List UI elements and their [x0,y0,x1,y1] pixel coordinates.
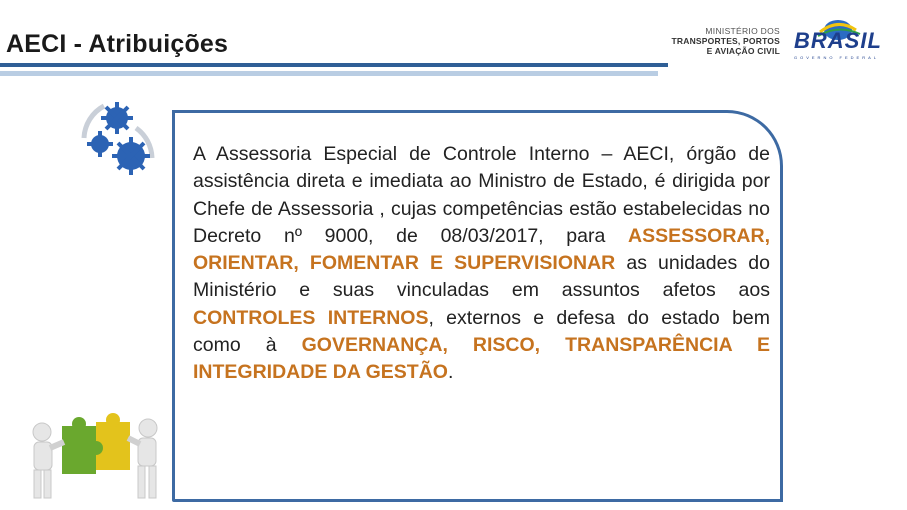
highlight-internal-controls: CONTROLES INTERNOS [193,306,429,329]
ministry-logo [670,26,780,56]
brasil-logo [788,10,898,60]
ministry-line-2: TRANSPORTES, PORTOS [671,36,780,46]
body-text-2: as unidades do Ministério e suas vinculadas em assuntos afetos aos [193,252,770,302]
highlight-governance: GOVERNANÇA, RISCO, TRANSPARÊNCIA E INTEGRIDADE DA GESTÃO [193,334,770,384]
body-text-4: . [447,361,454,384]
body-text-1: A Assessoria Especial de Controle Interno – AECI, órgão de assistência direta e imediata ao Ministro de Estado, é dirigida por Chefe de Assessoria , cujas competências estão estabelecidas no Decreto nº 9000, de 08/03/2017, para [193,143,770,247]
ministry-line-3: E AVIAÇÃO CIVIL [706,46,780,56]
title-underline-light [0,71,658,76]
highlight-actions: ASSESSORAR, ORIENTAR, FOMENTAR E SUPERVISIONAR [193,224,770,275]
ministry-line-1: MINISTÉRIO DOS [705,26,780,36]
puzzle-people-icon [24,408,174,503]
brasil-word: BRASIL [794,28,882,53]
body-text-3: , externos e defesa do estado bem como à [193,306,770,357]
title-underline-dark [0,63,668,67]
brasil-subtitle: GOVERNO FEDERAL [794,55,880,60]
body-paragraph [193,141,770,387]
slide-title: AECI - Atribuições [6,30,229,58]
gears-icon [74,98,164,188]
